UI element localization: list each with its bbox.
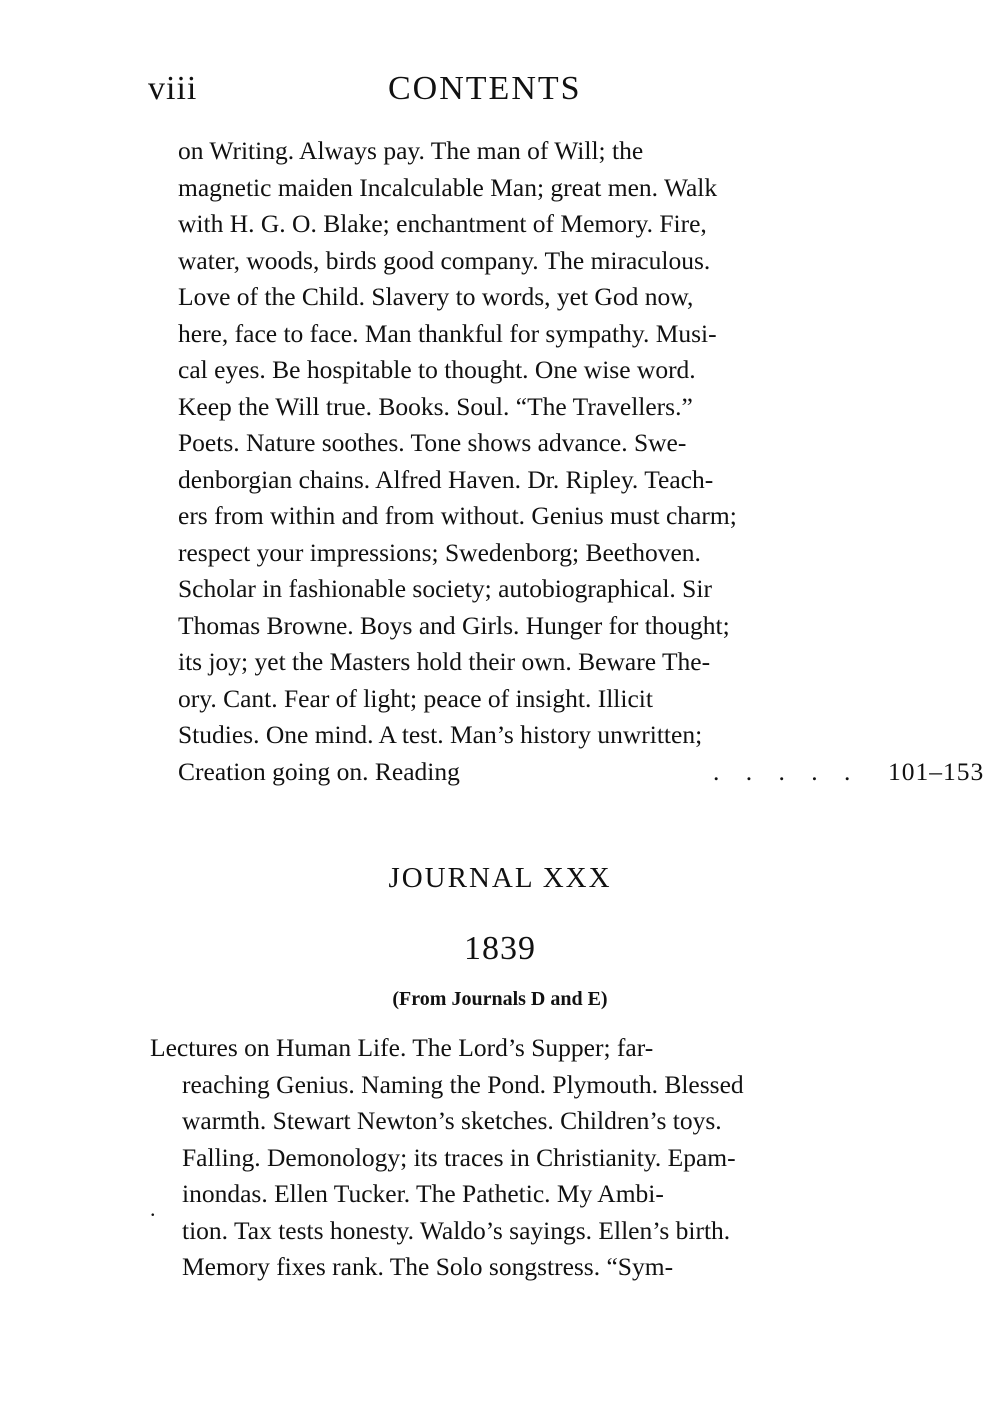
entry-line: on Writing. Always pay. The man of Will; the (178, 136, 644, 165)
entry-last-line-text: Creation going on. Reading (178, 756, 460, 786)
journal-contents-entry (150, 1030, 793, 1286)
entry-line: ers from within and from without. Genius must charm; (178, 501, 737, 530)
entry-line: inondas. Ellen Tucker. The Pathetic. My Ambi- (182, 1179, 664, 1208)
entry-line: Keep the Will true. Books. Soul. “The Travellers.” (178, 391, 693, 421)
journal-title: JOURNAL XXX (388, 862, 612, 894)
entry-line: tion. Tax tests honesty. Waldo’s sayings. Ellen’s birth. (182, 1215, 731, 1245)
entry-line: Memory fixes rank. The Solo songstress. “Sym- (182, 1252, 674, 1281)
entry-line: reaching Genius. Naming the Pond. Plymouth. Blessed (182, 1069, 744, 1099)
entry-line: here, face to face. Man thankful for sympathy. Musi- (178, 318, 717, 348)
margin-mark: . (150, 1196, 156, 1221)
entry-line: warmth. Stewart Newton’s sketches. Children’s toys. (182, 1106, 722, 1135)
entry-line: Falling. Demonology; its traces in Christianity. Epam- (182, 1142, 736, 1172)
entry-line: Scholar in fashionable society; autobiographical. Sir (178, 574, 712, 603)
entry-line: cal eyes. Be hospitable to thought. One wise word. (178, 355, 696, 384)
journal-source: (From Journals D and E) (392, 988, 608, 1010)
contents-entry-prev (178, 133, 985, 790)
entry-last-line (178, 754, 985, 791)
page-number: viii (148, 70, 198, 107)
entry-line: water, woods, birds good company. The miraculous. (178, 245, 711, 275)
dot-leaders: . . . . . (713, 756, 861, 786)
entry-line: magnetic maiden Incalculable Man; great men. Walk (178, 172, 718, 202)
page-range: 101–153 (888, 756, 985, 786)
entry-line: Thomas Browne. Boys and Girls. Hunger for thought; (178, 610, 730, 640)
running-head: CONTENTS (388, 70, 582, 107)
entry-line: Poets. Nature soothes. Tone shows advance. Swe- (178, 428, 687, 457)
entry-line: with H. G. O. Blake; enchantment of Memory. Fire, (178, 209, 707, 238)
entry-line: Love of the Child. Slavery to words, yet God now, (178, 282, 694, 311)
entry-line: its joy; yet the Masters hold their own. Beware The- (178, 647, 711, 676)
journal-year: 1839 (464, 930, 536, 967)
entry-line: respect your impressions; Swedenborg; Beethoven. (178, 537, 701, 567)
entry-line: Studies. One mind. A test. Man’s history unwritten; (178, 720, 703, 749)
entry-line: Lectures on Human Life. The Lord’s Supper; far- (150, 1033, 654, 1062)
entry-line: denborgian chains. Alfred Haven. Dr. Ripley. Teach- (178, 464, 714, 494)
entry-line: ory. Cant. Fear of light; peace of insight. Illicit (178, 683, 653, 713)
